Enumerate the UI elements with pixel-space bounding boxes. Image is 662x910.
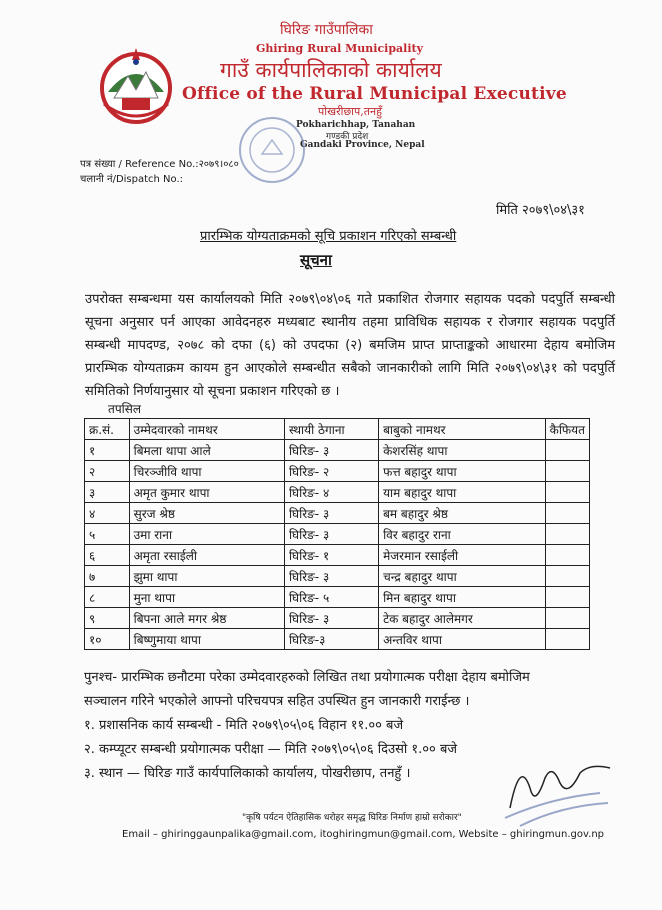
cell-serial: ७: [85, 566, 130, 587]
cell-name: बिपना आले मगर श्रेष्ठ: [129, 608, 284, 629]
cell-remarks: [545, 461, 589, 482]
table-row: [85, 461, 590, 482]
cell-remarks: [545, 440, 589, 461]
cell-remarks: [545, 503, 589, 524]
cell-address: घिरिङ- ५: [284, 587, 378, 608]
notice-title: सूचना: [300, 251, 332, 269]
table-caption: तपसिल: [108, 402, 142, 416]
cell-serial: ३: [85, 482, 130, 503]
municipality-name-np: घिरिङ गाउँपालिका: [280, 22, 373, 38]
cell-address: घिरिङ- ३: [284, 524, 378, 545]
cell-serial: ४: [85, 503, 130, 524]
cell-address: घिरिङ-३: [284, 629, 378, 650]
note-venue: ३. स्थान — घिरिङ गाउँ कार्यपालिकाको कार्यालय, पोखरीछाप, तनहुँ ।: [84, 766, 411, 781]
cell-remarks: [545, 524, 589, 545]
table-row: [85, 482, 590, 503]
cell-name: झुमा थापा: [129, 566, 284, 587]
province-np: गण्डकी प्रदेश: [326, 132, 369, 142]
cell-remarks: [545, 629, 589, 650]
office-name-en: Office of the Rural Municipal Executive: [182, 84, 567, 104]
cell-name: अमृता रसाईली: [129, 545, 284, 566]
cell-serial: १०: [85, 629, 130, 650]
table-row: [85, 545, 590, 566]
contact-footer: Email – ghiringgaunpalika@gmail.com, itoghiringmun@gmail.com, Website – ghiringmun.gov.np: [122, 829, 605, 840]
cell-father: फत्त बहादुर थापा: [379, 461, 546, 482]
cell-address: घिरिङ- ३: [284, 566, 378, 587]
cell-remarks: [545, 482, 589, 503]
cell-name: बिष्णुमाया थापा: [129, 629, 284, 650]
candidate-table: [84, 418, 590, 650]
cell-father: टेक बहादुर आलेमगर: [379, 608, 546, 629]
table-row: [85, 503, 590, 524]
cell-serial: ६: [85, 545, 130, 566]
office-name-np: गाउँ कार्यपालिकाको कार्यालय: [220, 58, 442, 82]
cell-name: अमृत कुमार थापा: [129, 482, 284, 503]
cell-name: उमा राना: [129, 524, 284, 545]
cell-name: बिमला थापा आले: [129, 440, 284, 461]
dispatch-number: चलानी नं/Dispatch No.:: [80, 174, 184, 185]
cell-serial: १: [85, 440, 130, 461]
table-row: [85, 440, 590, 461]
table-row: [85, 566, 590, 587]
cell-serial: ८: [85, 587, 130, 608]
cell-father: विर बहादुर राना: [379, 524, 546, 545]
cell-remarks: [545, 545, 589, 566]
cell-address: घिरिङ- २: [284, 461, 378, 482]
cell-father: याम बहादुर थापा: [379, 482, 546, 503]
reference-number: पत्र संख्या / Reference No.:२०७९।०८०: [80, 159, 239, 170]
cell-father: अन्तविर थापा: [379, 629, 546, 650]
cell-father: मेजरमान रसाईली: [379, 545, 546, 566]
province-en: Gandaki Province, Nepal: [300, 140, 425, 150]
col-father-name: बाबुको नामथर: [379, 419, 546, 440]
table-row: [85, 524, 590, 545]
cell-address: घिरिङ- १: [284, 545, 378, 566]
col-candidate-name: उम्मेदवारको नामथर: [129, 419, 284, 440]
notice-body: उपरोक्त सम्बन्धमा यस कार्यालयको मिति २०७९\०४\०६ गते प्रकाशित रोजगार सहायक पदको पदपुर्ति सम्बन्धी सूचना अनुसार पर्न आएका आवेदनहरु मध्यबाट स्थानीय तहमा प्राविधिक सहायक र रोजगार सहायक पदपुर्ति सम्बन्धी मापदण्ड, २०७८ को दफा (६) को उपदफा (२) बमजिम प्राप्त प्राप्ताङ्कको आधारमा देहाय बमोजिम प्रारम्भिक योग्यताक्रम कायम हुन आएकोले सम्बन्धीत सबैको जानकारीको लागि मिति २०७९\०४\३१ को पदपुर्ति समितिको निर्णयानुसार यो सूचना प्रकाशन गरिएको छ ।: [85, 292, 615, 399]
table-row: [85, 587, 590, 608]
cell-serial: ५: [85, 524, 130, 545]
table-header-row: [85, 419, 590, 440]
cell-name: चिरञ्जीवि थापा: [129, 461, 284, 482]
cell-father: केशरसिंह थापा: [379, 440, 546, 461]
note-computer-exam: २. कम्प्यूटर सम्बन्धी प्रयोगात्मक परीक्षा — मिति २०७९\०५\०६ दिउसो १.०० बजे: [84, 742, 458, 757]
note-admin-exam: १. प्रशासनिक कार्य सम्बन्धी - मिति २०७९\०५\०६ विहान ११.०० बजे: [84, 718, 404, 733]
cell-father: बम बहादुर श्रेष्ठ: [379, 503, 546, 524]
cell-father: चन्द्र बहादुर थापा: [379, 566, 546, 587]
cell-address: घिरिङ- ४: [284, 482, 378, 503]
cell-address: घिरिङ- ३: [284, 503, 378, 524]
municipality-name-en: Ghiring Rural Municipality: [256, 42, 424, 55]
cell-serial: ९: [85, 608, 130, 629]
col-address: स्थायी ठेगाना: [284, 419, 378, 440]
cell-name: मुना थापा: [129, 587, 284, 608]
signature-icon: [490, 748, 620, 828]
cell-father: मिन बहादुर थापा: [379, 587, 546, 608]
table-row: [85, 629, 590, 650]
note-postscript-2: सञ्चालन गरिने भएकोले आफ्नो परिचयपत्र सहित उपस्थित हुन जानकारी गराईन्छ ।: [84, 694, 470, 709]
cell-name: सुरज श्रेष्ठ: [129, 503, 284, 524]
cell-remarks: [545, 566, 589, 587]
cell-remarks: [545, 608, 589, 629]
notice-subject: प्रारम्भिक योग्यताक्रमको सूचि प्रकाशन गरिएको सम्बन्धी: [200, 229, 457, 244]
note-postscript-1: पुनश्च- प्रारम्भिक छनौटमा परेका उम्मेदवारहरुको लिखित तथा प्रयोगात्मक परीक्षा देहाय बमोजिम: [84, 670, 530, 685]
cell-address: घिरिङ- ३: [284, 440, 378, 461]
place-en: Pokharichhap, Tanahan: [296, 120, 416, 130]
col-remarks: कैफियत: [545, 419, 589, 440]
nepal-emblem-icon: [96, 46, 176, 126]
office-seal-icon: [236, 114, 308, 186]
col-serial: क्र.सं.: [85, 419, 130, 440]
cell-address: घिरिङ- ३: [284, 608, 378, 629]
cell-serial: २: [85, 461, 130, 482]
slogan: "कृषि पर्यटन ऐतिहासिक धरोहर समृद्ध घिरिङ निर्माण हाम्रो सरोकार": [242, 813, 462, 823]
table-row: [85, 608, 590, 629]
place-np: पोखरीछाप,तनहुँ: [318, 105, 382, 118]
cell-remarks: [545, 587, 589, 608]
notice-date: मिति २०७९\०४\३१: [496, 203, 585, 218]
